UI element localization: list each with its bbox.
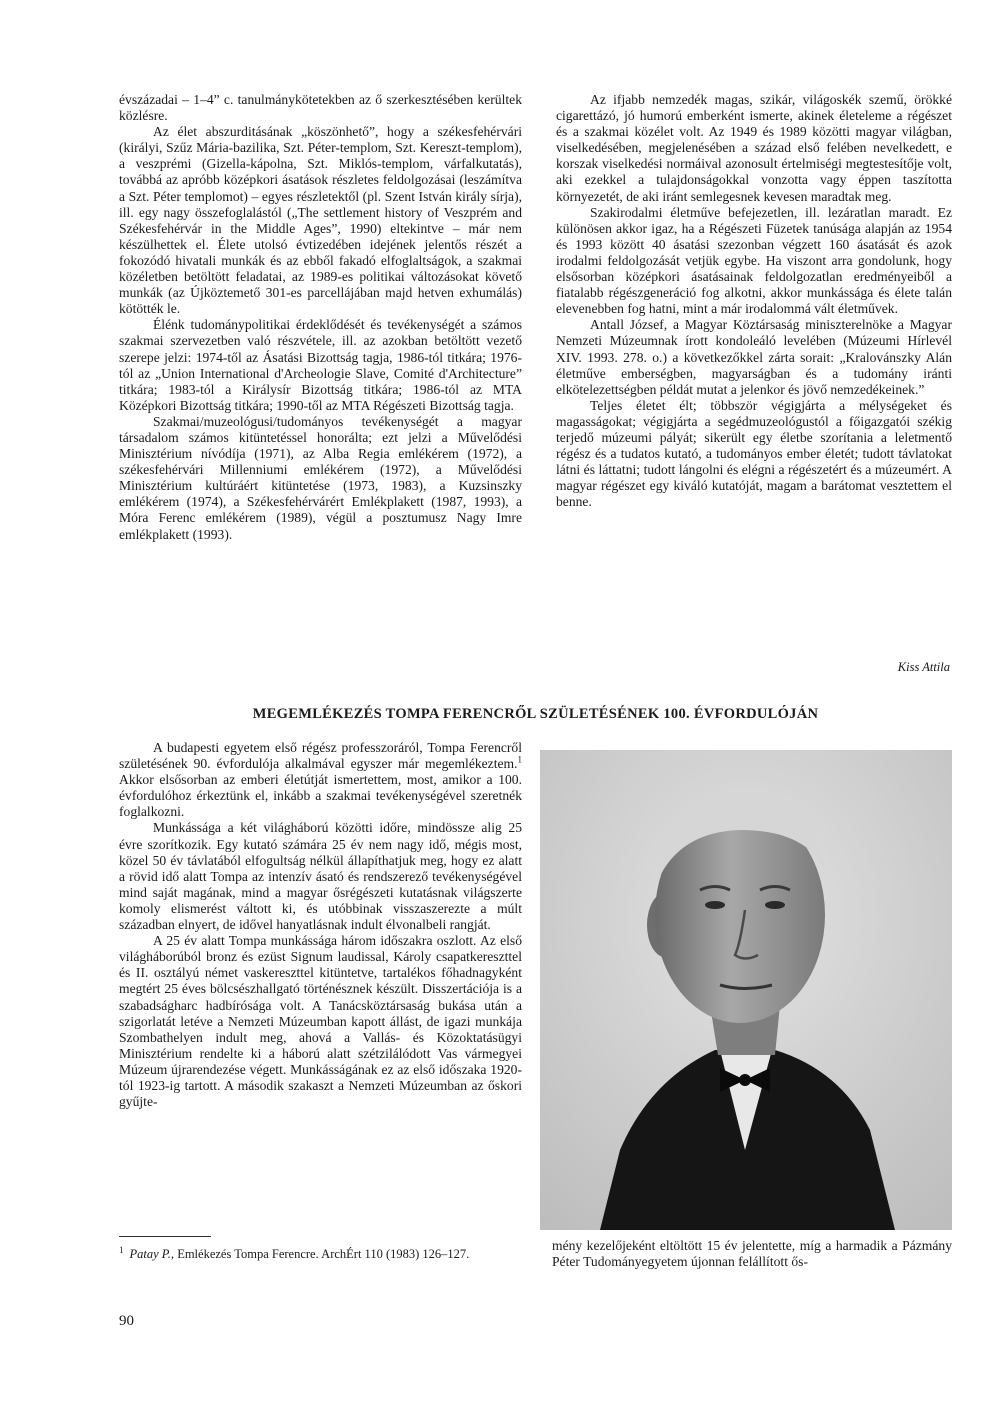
- paragraph: Szakmai/muzeológusi/tudományos tevékenységét a magyar társadalom számos kitüntetéssel honorálta; ezt jelzi a Művelődési Minisztérium nívódíja (1971), az Alba Regia emlékérem (1972), a székesfehérvári Millenniumi emlékérem (1972), a Művelődési Minisztérium kultúráért kitüntetése (1973, 1983), a Kuzsinszky emlékérem (1974), a Székesfehérvárért Emlékplakett (1987, 1993), a Móra Ferenc emlékérem (1989), végül a posztumusz Nagy Imre emlékplakett (1993).: [119, 413, 522, 542]
- footnote-number: 1: [119, 1245, 124, 1255]
- article-title: MEGEMLÉKEZÉS TOMPA FERENCRŐL SZÜLETÉSÉNEK 100. ÉVFORDULÓJÁN: [252, 706, 819, 722]
- footnote-text: Emlékezés Tompa Ferencre. ArchÉrt 110 (1983) 126–127.: [174, 1247, 470, 1262]
- footnote: [119, 1243, 529, 1263]
- paragraph: Az élet abszurditásának „köszönhető”, hogy a székesfehérvári (királyi, Szűz Mária-bazilika, Szt. Péter-templom, Szt. Kereszt-templom), a veszprémi (Gizella-kápolna, Szt. Miklós-templom, várfalkutatás), továbbá az apróbb középkori ásatások részletes feldolgozásai (leszámítva a Szt. Péter templomot) – egyes részletektől (pl. Szent István király sírja), ill. egy nagy összefoglalástól („The settlement history of Veszprém and Székesfehérvár in the Middle Ages”, 1990) eltekintve – már nem készülhettek el. Élete utolsó évtizedében idejének jelentős részét a fokozódó hivatali munkák és az ebből fakadó elfoglaltságok, a szakmai közéletben betöltött feladatai, az 1989-es politikai változásokat követő munkák (az Újköztemető 301-es parcellájában majd hetven exhumálás) kötötték le.: [119, 124, 522, 317]
- page-number: 90: [119, 1313, 134, 1329]
- portrait-photo: [540, 750, 952, 1230]
- paragraph: Antall József, a Magyar Köztársaság miniszterelnöke a Magyar Nemzeti Múzeumnak írott kondoleáló levelében (Múzeumi Hírlevél XIV. 1993. 278. o.) a következőkkel zárta sorait: „Kralovánszky Alán életműve emberségben, magyarságban és a tudomány iránti elkötelezettségben példát mutat a jelenkor és jövő nemzedékeinek.”: [556, 317, 952, 397]
- right-column-top: [556, 92, 952, 510]
- left-column-top: [119, 92, 522, 543]
- footnote-reference: 1: [517, 754, 522, 765]
- paragraph: Teljes életet élt; többször végigjárta a mélységeket és magasságokat; végigjárta a segédmuzeológustól a főigazgatói székig terjedő múzeumi pályát; sikerült egy életbe szorítania a leletmentő régész és a tudatos kutató, a tudományos ember életét; tudott távlatokat látni és láttatni; tudott lángolni és elégni a régészetért és a múzeumért. A magyar régészet egy kiváló kutatóját, magam a barátomat vesztettem el benne.: [556, 397, 952, 510]
- paragraph: mény kezelőjeként eltöltött 15 év jelentette, míg a harmadik a Pázmány Péter Tudományegyetem újonnan felállított ős-: [552, 1238, 952, 1270]
- portrait-image: [540, 750, 952, 1230]
- paragraph: Az ifjabb nemzedék magas, szikár, világoskék szemű, örökké cigarettázó, jó humorú emberként ismerte, akinek életeleme a régészet és a szakmai közélet volt. Az 1949 és 1989 közötti magyar világban, viselkedésében, megjelenésében a század első felében nevelkedett, e korszak viselkedési normáival azonosult értelmiségi megtestesítője volt, aki ezekkel a tulajdonságokkal vonzotta vagy éppen taszította környezetét, de aki iránt semlegesnek kevesen maradtak meg.: [556, 92, 952, 204]
- footnote-divider: [119, 1236, 211, 1237]
- right-column-bottom: [552, 1238, 952, 1270]
- left-column-bottom: [119, 740, 522, 1110]
- paragraph: A 25 év alatt Tompa munkássága három időszakra oszlott. Az első világháborúból bronz és ezüst Signum laudissal, Károly csapatkereszttel és II. osztályú német vaskereszttel kitüntetve, tartalékos főhadnagyként megtért 25 éves bölcsészhallgató történésznek készült. Disszertációja is a szabadságharc hadbírósága volt. A Tanácsköztársaság bukása után a szigorlatát letéve a Nemzeti Múzeumban kapott állást, de igazi munkája Szombathelyen indult meg, ahová a Vallás- és Közoktatásügyi Minisztérium rendelte ki a háború alatt szétzilálódott Vas vármegyei Múzeum újrarendezése végett. Munkásságának ez az első időszaka 1920-tól 1923-ig tartott. A második szakaszt a Nemzeti Múzeumban az őskori gyűjte-: [119, 933, 522, 1110]
- footnote-author: Patay P.,: [129, 1247, 175, 1262]
- paragraph: Élénk tudománypolitikai érdeklődését és tevékenységét a számos szakmai szervezetben való részvétele, ill. az azokban betöltött vezető szerepe jelzi: 1974-től az Ásatási Bizottság tagja, 1986-tól titkára; 1976-tól az „Union International d'Archeologie Slave, Comité d'Architecture” titkára; 1983-tól a Királysír Bizottság titkára; 1986-tól az MTA Középkori Bizottság titkára; 1990-től az MTA Régészeti Bizottság tagja.: [119, 317, 522, 413]
- paragraph-text: A budapesti egyetem első régész professzoráról, Tompa Ferencről születésének 90. évfordulója alkalmával egyszer már megemlékeztem.: [119, 740, 522, 772]
- paragraph: [119, 740, 522, 820]
- paragraph: Munkássága a két világháború közötti időre, mindössze alig 25 évre szorítkozik. Egy kutató számára 25 év nem nagy idő, mégis most, közel 50 év távlatából elfogultság nélkül állapíthatjuk meg, hogy ez alatt a rövid idő alatt Tompa az intenzív ásató és rendszerező tevékenységével mind saját magának, mind a magyar ősrégészeti kutatásnak világszerte komoly elismerést váltott ki, és utóbbinak visszaszerezte a múlt században elnyert, de idővel hanyatlásnak indult élvonalbeli rangját.: [119, 820, 522, 933]
- author-signature: Kiss Attila: [897, 660, 950, 674]
- paragraph: évszázadai – 1–4” c. tanulmánykötetekben az ő szerkesztésében kerültek közlésre.: [119, 92, 522, 124]
- paragraph: Szakirodalmi életműve befejezetlen, ill. lezáratlan maradt. Ez különösen akkor igaz, ha a Régészeti Füzetek tanúsága alapján az 1954 és 1993 között 40 ásatási szezonban végzett 160 ásatását és azok irodalmi feldolgozását vetjük egybe. Ha viszont arra gondolunk, hogy elsősorban középkori ásatásainak feldolgozatlan eredményeiből a fiatalabb régészgeneráció fog alkotni, akkor munkássága és élete talán elevenebben fog hatni, mint a már irodalommá vált életművek.: [556, 204, 952, 317]
- paragraph-text: Akkor elsősorban az emberi életútját ismertettem, most, amikor a 100. évfordulóhoz érkeztünk el, inkább a szakmai tevékenységével szeretnék foglalkozni.: [119, 772, 522, 820]
